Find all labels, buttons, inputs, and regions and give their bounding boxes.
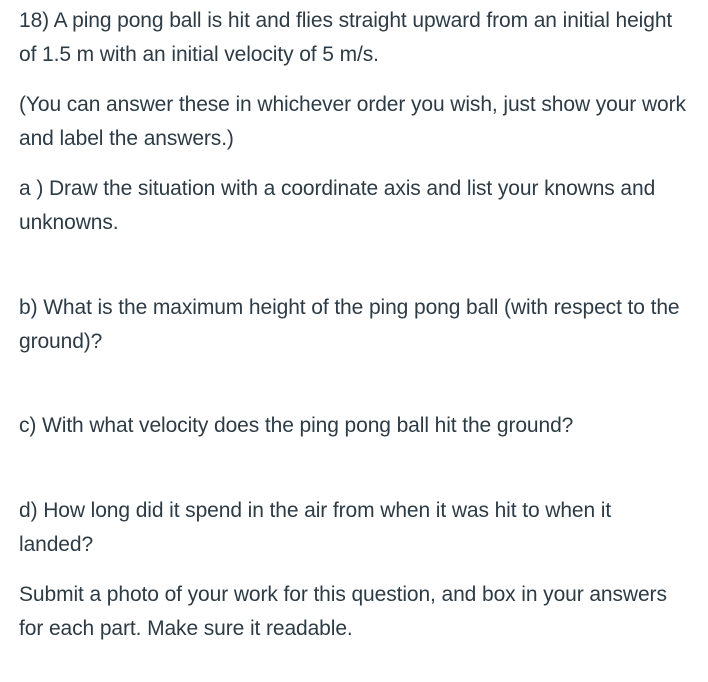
question-block — [19, 4, 689, 646]
question-part-d: d) How long did it spend in the air from when it was hit to when it landed? — [19, 499, 612, 556]
question-part-a: a ) Draw the situation with a coordinate axis and list your knowns and unknowns. — [19, 177, 656, 234]
question-intro: 18) A ping pong ball is hit and flies straight upward from an initial height of 1.5 m with an initial velocity of 5 m/s. — [19, 9, 673, 66]
submit-instructions: Submit a photo of your work for this question, and box in your answers for each part. Make sure it readable. — [19, 583, 667, 640]
question-part-c: c) With what velocity does the ping pong ball hit the ground? — [19, 414, 574, 437]
question-note: (You can answer these in whichever order you wish, just show your work and label the answers.) — [19, 93, 686, 150]
question-part-b: b) What is the maximum height of the ping pong ball (with respect to the ground)? — [19, 296, 680, 353]
